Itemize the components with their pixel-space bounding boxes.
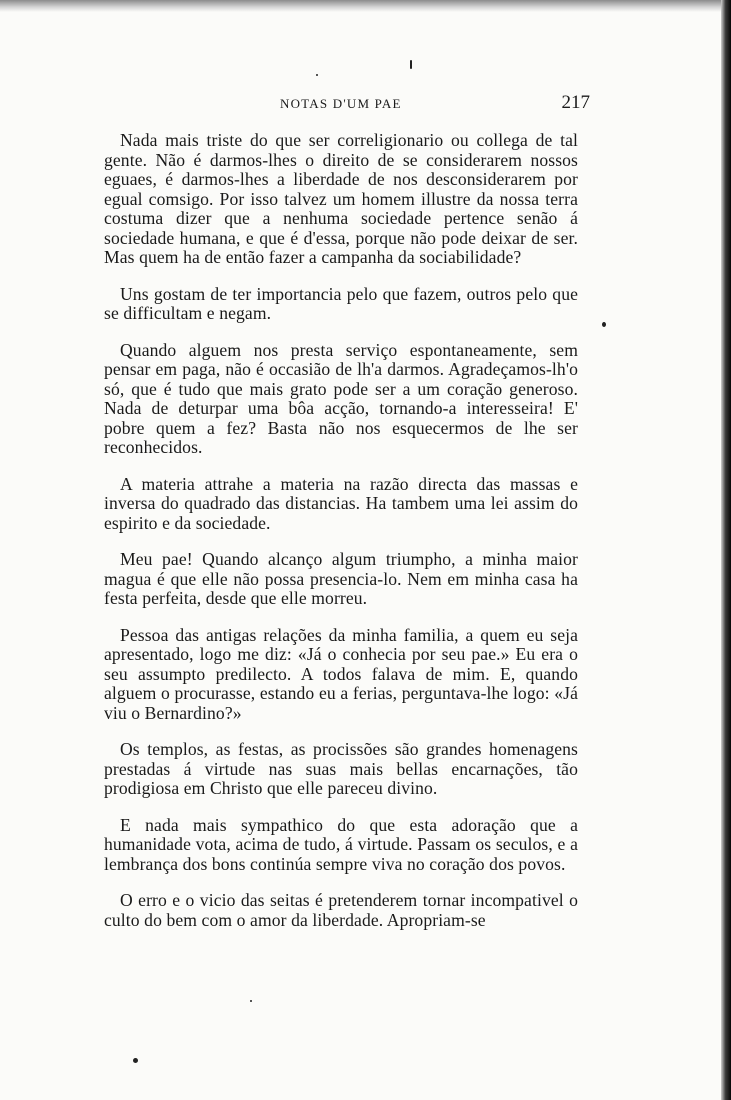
scan-speck bbox=[250, 1000, 252, 1002]
paragraph: Pessoa das antigas relações da minha familia, a quem eu seja apresentado, logo me diz: «Já o conhecia por seu pae.» Eu era o seu assumpto predilecto. A todos falava de mim. E, quando alguem o procurasse, estando eu a ferias, perguntava-lhe logo: «Já viu o Bernardino?» bbox=[104, 624, 578, 723]
paragraph: Uns gostam de ter importancia pelo que fazem, outros pelo que se difficultam e negam. bbox=[104, 283, 578, 323]
paragraph: Meu pae! Quando alcanço algum triumpho, a minha maior magua é que elle não possa presencia-lo. Nem em minha casa ha festa perfeita, desde que elle morreu. bbox=[104, 549, 578, 608]
paragraph: A materia attrahe a materia na razão directa das massas e inversa do quadrado das distancias. Ha tambem uma lei assim do espirito e da sociedade. bbox=[104, 473, 578, 533]
paragraph: E nada mais sympathico do que esta adoração que a humanidade vota, acima de tudo, á virtude. Passam os seculos, e a lembrança dos bons continúa sempre viva no coração dos povos. bbox=[104, 814, 578, 874]
paragraph: Os templos, as festas, as procissões são grandes homenagens prestadas á virtude nas suas mais bellas encarnações, tão prodigiosa em Christo que elle pareceu divino. bbox=[104, 739, 578, 798]
paragraph: O erro e o vicio das seitas é pretenderem tornar incompativel o culto do bem com o amor da liberdade. Apropriam-se bbox=[104, 890, 578, 930]
scan-speck bbox=[133, 1058, 138, 1063]
page-number: 217 bbox=[561, 92, 590, 113]
scan-right-edge bbox=[721, 0, 731, 1100]
page-header bbox=[110, 94, 590, 116]
scan-speck bbox=[602, 322, 606, 327]
scan-speck bbox=[410, 60, 412, 69]
body-text bbox=[104, 131, 578, 947]
running-title: NOTAS D'UM PAE bbox=[280, 96, 402, 111]
scan-top-edge bbox=[0, 0, 731, 12]
paragraph: Nada mais triste do que ser correligionario ou collega de tal gente. Não é darmos-lhes o direito de se considerarem nossos eguaes, é darmos-lhes a liberdade de nos desconsiderarem por egual comsigo. Por isso talvez um homem illustre da nossa terra costuma dizer que a nenhuma sociedade pertence senão á sociedade humana, e que é d'essa, porque não pode deixar de ser. Mas quem ha de então fazer a campanha da sociabilidade? bbox=[104, 130, 578, 267]
scan-speck bbox=[316, 74, 318, 76]
paragraph: Quando alguem nos presta serviço espontaneamente, sem pensar em paga, não é occasião de lh'a darmos. Agradeçamos-lh'o só, que é tudo que mais grato pode ser a um coração generoso. Nada de deturpar uma bôa acção, tornando-a interesseira! E' pobre quem a fez? Basta não nos esquecermos de lhe ser reconhecidos. bbox=[104, 339, 578, 457]
